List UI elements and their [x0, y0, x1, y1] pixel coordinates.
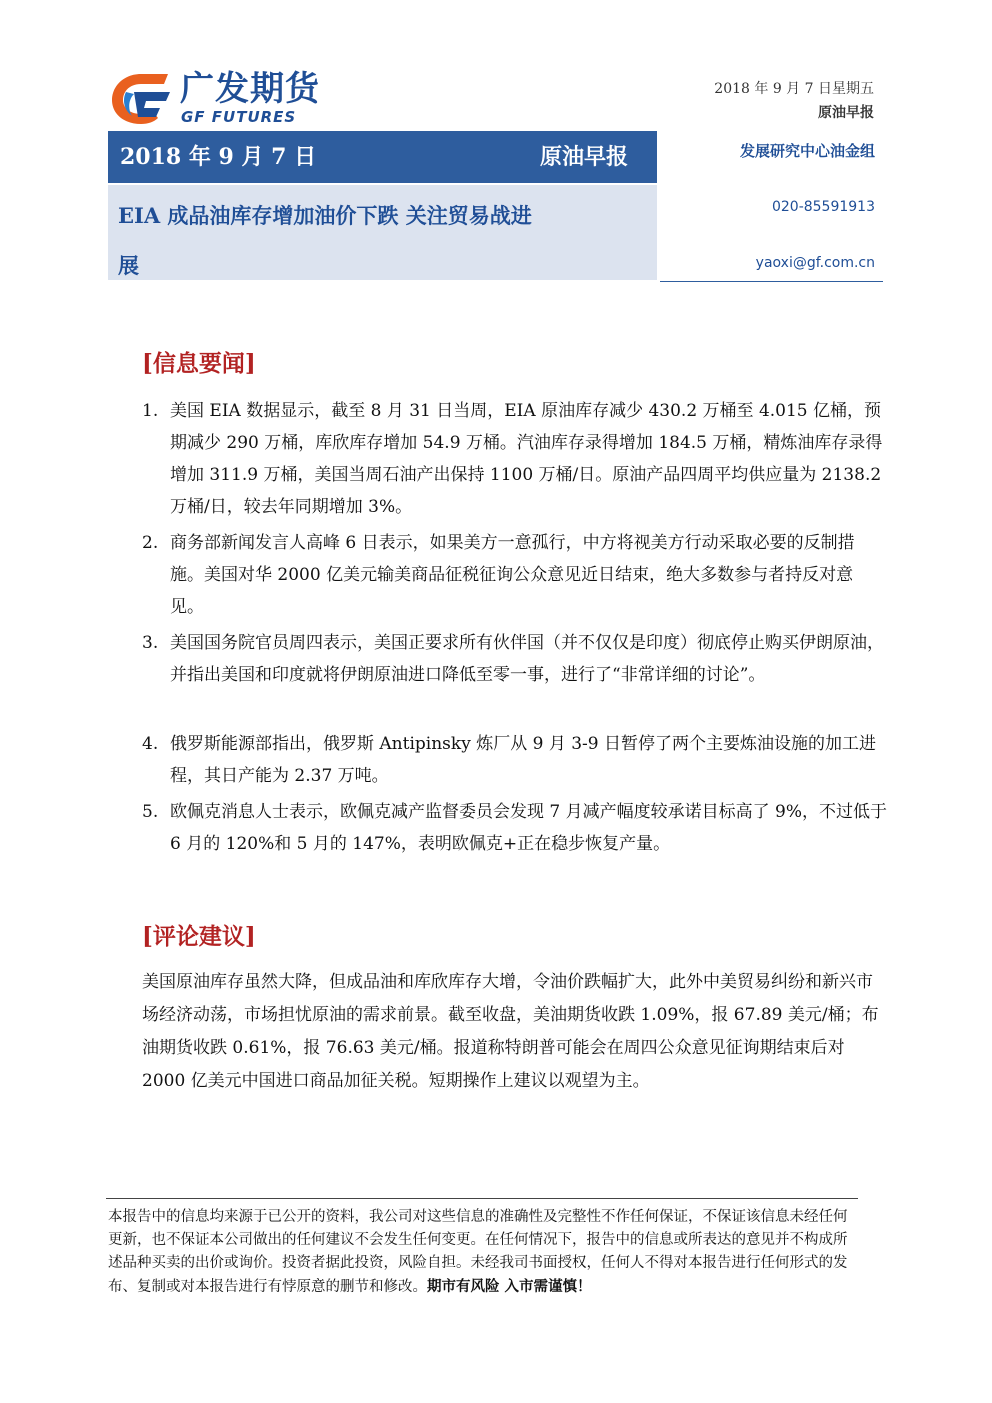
report-type: 原油早报	[818, 105, 874, 121]
disclaimer-divider	[106, 1198, 858, 1199]
news-item-number: 2.	[142, 533, 159, 553]
news-item	[142, 527, 887, 623]
report-date: 2018 年 9 月 7 日星期五	[714, 81, 874, 97]
contact-email[interactable]: yaoxi@gf.com.cn	[755, 255, 875, 271]
disclaimer-text: 本报告中的信息均来源于已公开的资料，我公司对这些信息的准确性及完整性不作任何保证，不保证该信息未经任何更新，也不保证本公司做出的任何建议不会发生任何变更。在任何情况下，报告中的信息或所表达的意见并不构成所述品种买卖的出价或询价。投资者据此投资，风险自担。未经我司书面授权，任何人不得对本报告进行任何形式的发布、复制或对本报告进行有悖原意的删节和修改。	[108, 1209, 848, 1295]
news-item-number: 3.	[142, 633, 159, 653]
news-item	[142, 395, 887, 523]
disclaimer	[108, 1206, 858, 1299]
risk-warning: 期市有风险 入市需谨慎！	[427, 1278, 592, 1295]
news-item-text: 俄罗斯能源部指出，俄罗斯 Antipinsky 炼厂从 9 月 3-9 日暂停了两个主要炼油设施的加工进程，其日产能为 2.37 万吨。	[170, 734, 877, 786]
gf-logo-icon	[108, 70, 174, 126]
headline-line-2: 展	[118, 253, 139, 278]
news-item-text: 美国 EIA 数据显示，截至 8 月 31 日当周，EIA 原油库存减少 430.2 万桶至 4.015 亿桶，预期减少 290 万桶，库欣库存增加 54.9 万桶。汽油库存录得增加 184.5 万桶，精炼油库存录得增加 311.9 万桶，美国当周石油产出保持 1100 万桶/日。原油产品四周平均供应量为 2138.2 万桶/日，较去年同期增加 3%。	[170, 401, 883, 517]
news-item	[142, 728, 887, 792]
department: 发展研究中心油金组	[739, 142, 875, 160]
news-item-number: 4.	[142, 734, 159, 754]
band-report-type: 原油早报	[540, 144, 629, 170]
news-section-title: [信息要闻]	[142, 350, 256, 377]
news-item-text: 欧佩克消息人士表示，欧佩克减产监督委员会发现 7 月减产幅度较承诺目标高了 9%，不过低于 6 月的 120%和 5 月的 147%，表明欧佩克+正在稳步恢复产量。	[170, 802, 887, 854]
band-date: 2018 年 9 月 7 日	[120, 144, 317, 170]
news-item	[142, 796, 887, 860]
commentary-section-title: [评论建议]	[142, 923, 256, 950]
logo-english-text: GF FUTURES	[181, 108, 297, 126]
contact-phone: 020-85591913	[771, 199, 875, 215]
news-item	[142, 627, 887, 691]
headline-line-1: EIA 成品油库存增加油价下跌 关注贸易战进	[118, 203, 532, 228]
news-item-text: 商务部新闻发言人高峰 6 日表示，如果美方一意孤行，中方将视美方行动采取必要的反制措施。美国对华 2000 亿美元输美商品征税征询公众意见近日结束，绝大多数参与者持反对意见。	[170, 533, 855, 617]
news-item-number: 5.	[142, 802, 159, 822]
news-item-text: 美国国务院官员周四表示，美国正要求所有伙伴国（并不仅仅是印度）彻底停止购买伊朗原油，并指出美国和印度就将伊朗原油进口降低至零一事，进行了“非常详细的讨论”。	[170, 633, 884, 685]
divider	[660, 281, 883, 282]
commentary-text: 美国原油库存虽然大降，但成品油和库欣库存大增，令油价跌幅扩大，此外中美贸易纠纷和新兴市场经济动荡，市场担忧原油的需求前景。截至收盘，美油期货收跌 1.09%，报 67.89 美元/桶；布油期货收跌 0.61%，报 76.63 美元/桶。报道称特朗普可能会在周四公众意见征询期结束后对 2000 亿美元中国进口商品加征关税。短期操作上建议以观望为主。	[142, 972, 879, 1091]
news-item-number: 1.	[142, 401, 159, 421]
logo-chinese-text: 广发期货	[180, 69, 320, 109]
